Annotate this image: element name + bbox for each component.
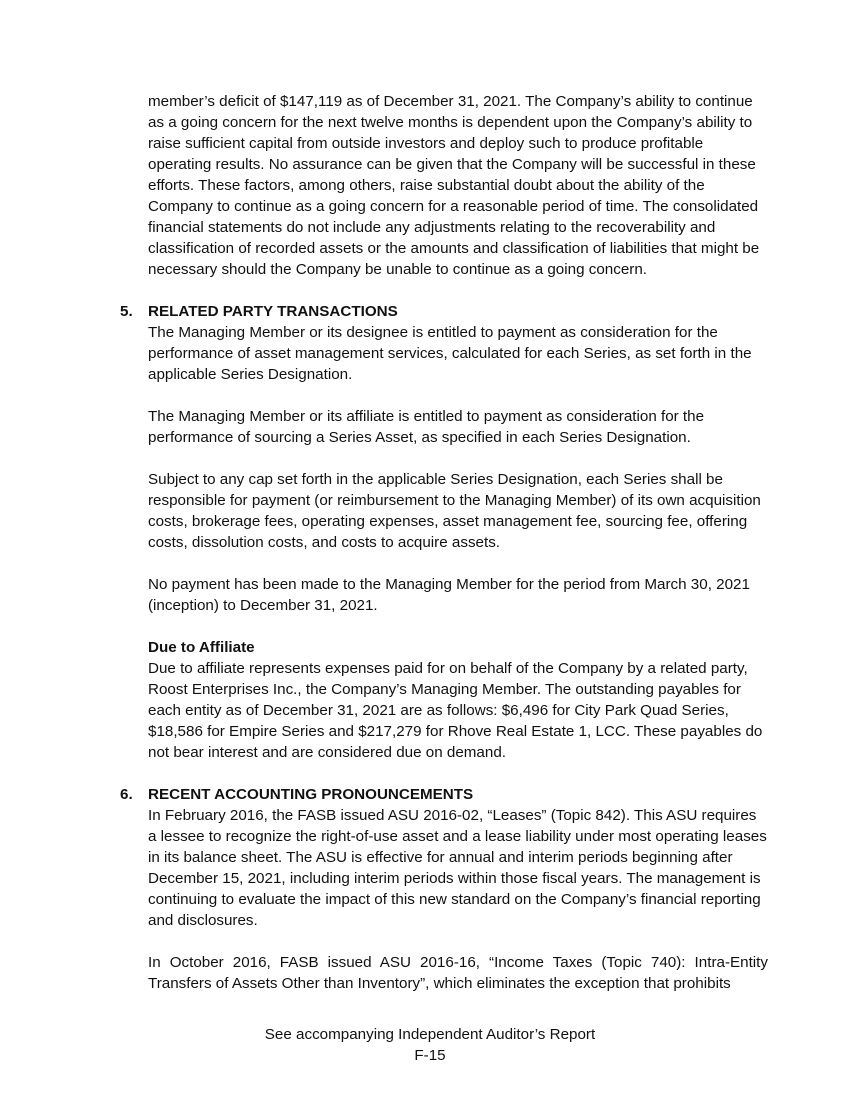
footer-note: See accompanying Independent Auditor’s Report (264, 1026, 596, 1043)
paragraph: In February 2016, the FASB issued ASU 2016-02, “Leases” (Topic 842). This ASU requires a lessee to recognize the right-of-use asset and a lease liability under most operating leases in its balance sheet. The ASU is effective for annual and interim periods beginning after December 15, 2021, including interim periods within those fiscal years. The management is continuing to evaluate the impact of this new standard on the Company’s financial reporting and disclosures. (148, 807, 767, 929)
section-number: 5. (120, 303, 133, 320)
paragraph: Subject to any cap set forth in the applicable Series Designation, each Series shall be responsible for payment (or reimbursement to the Managing Member) of its own acquisition costs, brokerage fees, operating expenses, asset management fee, sourcing fee, offering costs, dissolution costs, and costs to acquire assets. (148, 471, 761, 551)
going-concern-paragraph: member’s deficit of $147,119 as of December 31, 2021. The Company’s ability to continue as a going concern for the next twelve months is dependent upon the Company’s ability to raise sufficient capital from outside investors and deploy such to produce profitable operating results. No assurance can be given that the Company will be successful in these efforts. These factors, among others, raise substantial doubt about the ability of the Company to continue as a going concern for a reasonable period of time. The consolidated financial statements do not include any adjustments relating to the recoverability and classification of recorded assets or the amounts and classification of liabilities that might be necessary should the Company be unable to continue as a going concern. (148, 93, 760, 278)
paragraph: The Managing Member or its designee is entitled to payment as consideration for the performance of asset management services, calculated for each Series, as set forth in the applicable Series Designation. (148, 324, 752, 383)
due-to-affiliate-paragraph: Due to affiliate represents expenses paid for on behalf of the Company by a related party, Roost Enterprises Inc., the Company’s Managing Member. The outstanding payables for each entity as of December 31, 2021 are as follows: $6,496 for City Park Quad Series, $18,586 for Empire Series and $217,279 for Rhove Real Estate 1, LCC. These payables do not bear interest and are considered due on demand. (148, 660, 763, 761)
section-related-party (120, 301, 768, 763)
due-to-affiliate-heading: Due to Affiliate (148, 639, 255, 656)
paragraph: The Managing Member or its affiliate is entitled to payment as consideration for the performance of sourcing a Series Asset, as specified in each Series Designation. (148, 408, 705, 446)
section-title: RECENT ACCOUNTING PRONOUNCEMENTS (148, 786, 474, 803)
page-number: F-15 (414, 1047, 446, 1064)
section-accounting-pronouncements (120, 784, 768, 994)
section-title: RELATED PARTY TRANSACTIONS (148, 303, 398, 320)
paragraph: No payment has been made to the Managing Member for the period from March 30, 2021 (inception) to December 31, 2021. (148, 576, 750, 614)
paragraph: In October 2016, FASB issued ASU 2016-16, “Income Taxes (Topic 740): Intra-Entity Transfers of Assets Other than Inventory”, which eliminates the exception that prohibits (148, 954, 768, 992)
section-number: 6. (120, 786, 133, 803)
page-content (120, 91, 768, 994)
